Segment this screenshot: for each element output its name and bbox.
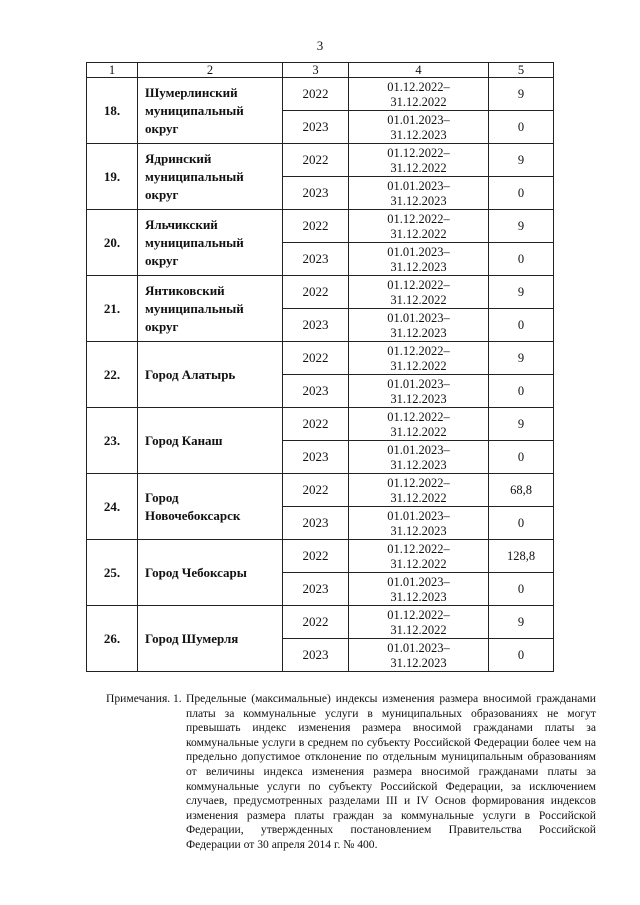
row-number: 18. [87, 78, 138, 144]
period-end: 31.12.2022 [390, 358, 447, 373]
index-value: 9 [489, 78, 554, 111]
period-start: 01.01.2023– [387, 442, 450, 457]
table-row [87, 78, 554, 111]
notes-label: Примечания. [106, 692, 171, 705]
year-cell: 2023 [283, 441, 349, 474]
period-start: 01.12.2022– [387, 475, 450, 490]
municipality-name: Город Чебоксары [138, 540, 283, 606]
period-end: 31.12.2023 [390, 655, 447, 670]
period-cell [349, 210, 489, 243]
index-value: 9 [489, 606, 554, 639]
period-cell [349, 606, 489, 639]
period-start: 01.12.2022– [387, 607, 450, 622]
table-row [87, 540, 554, 573]
row-number: 22. [87, 342, 138, 408]
municipality-name: Город Шумерля [138, 606, 283, 672]
period-end: 31.12.2023 [390, 193, 447, 208]
row-number: 26. [87, 606, 138, 672]
period-end: 31.12.2022 [390, 160, 447, 175]
year-cell: 2022 [283, 210, 349, 243]
row-number: 24. [87, 474, 138, 540]
period-cell [349, 144, 489, 177]
index-value: 0 [489, 441, 554, 474]
period-end: 31.12.2022 [390, 94, 447, 109]
period-start: 01.01.2023– [387, 508, 450, 523]
period-start: 01.01.2023– [387, 112, 450, 127]
period-cell [349, 507, 489, 540]
index-value: 0 [489, 243, 554, 276]
table-row [87, 474, 554, 507]
period-end: 31.12.2022 [390, 292, 447, 307]
index-value: 9 [489, 342, 554, 375]
period-cell [349, 474, 489, 507]
municipality-name: Шумерлинский муниципальный округ [138, 78, 283, 144]
period-end: 31.12.2023 [390, 589, 447, 604]
municipality-name: Город Алатырь [138, 342, 283, 408]
year-cell: 2022 [283, 78, 349, 111]
year-cell: 2022 [283, 474, 349, 507]
period-cell [349, 243, 489, 276]
period-cell [349, 639, 489, 672]
period-end: 31.12.2022 [390, 556, 447, 571]
period-start: 01.01.2023– [387, 574, 450, 589]
year-cell: 2022 [283, 342, 349, 375]
table-row [87, 408, 554, 441]
table-header-row [87, 63, 554, 78]
period-start: 01.12.2022– [387, 145, 450, 160]
header-cell: 1 [87, 63, 138, 78]
period-end: 31.12.2023 [390, 523, 447, 538]
period-start: 01.12.2022– [387, 409, 450, 424]
municipality-name: Ядринский муниципальный округ [138, 144, 283, 210]
indices-table [86, 62, 554, 672]
period-start: 01.01.2023– [387, 244, 450, 259]
table-row [87, 342, 554, 375]
period-start: 01.01.2023– [387, 310, 450, 325]
table-row [87, 276, 554, 309]
period-start: 01.12.2022– [387, 211, 450, 226]
period-cell [349, 177, 489, 210]
index-value: 9 [489, 276, 554, 309]
year-cell: 2023 [283, 243, 349, 276]
municipality-name: Город Новочебоксарск [138, 474, 283, 540]
index-value: 0 [489, 309, 554, 342]
index-value: 9 [489, 144, 554, 177]
note-text: Предельные (максимальные) индексы изменения размера вносимой гражданами платы за коммунальные услуги в муниципальных образованиях не могут превышать индекс изменения размера вносимой гражданами платы за коммунальные услуги в среднем по субъекту Российской Федерации более чем на предельно допустимое отклонение по отдельным муниципальным образованиям от величины индекса изменения размера вносимой гражданами платы за коммунальные услуги по субъекту Российской Федерации, за исключением случаев, предусмотренных разделами III и IV Основ формирования индексов изменения размера платы граждан за коммунальные услуги в Российской Федерации, утвержденных постановлением Правительства Российской Федерации от 30 апреля 2014 г. № 400. [186, 692, 596, 851]
row-number: 21. [87, 276, 138, 342]
year-cell: 2022 [283, 540, 349, 573]
period-cell [349, 309, 489, 342]
year-cell: 2023 [283, 573, 349, 606]
period-cell [349, 441, 489, 474]
period-cell [349, 342, 489, 375]
index-value: 9 [489, 210, 554, 243]
period-end: 31.12.2022 [390, 622, 447, 637]
period-start: 01.12.2022– [387, 343, 450, 358]
header-cell: 4 [349, 63, 489, 78]
period-start: 01.12.2022– [387, 79, 450, 94]
table-row [87, 606, 554, 639]
index-value: 0 [489, 639, 554, 672]
page-number: 3 [316, 38, 324, 53]
period-cell [349, 111, 489, 144]
row-number: 23. [87, 408, 138, 474]
header-cell: 2 [138, 63, 283, 78]
period-cell [349, 573, 489, 606]
period-cell [349, 276, 489, 309]
table-row [87, 144, 554, 177]
note-index: 1. [173, 692, 182, 705]
year-cell: 2023 [283, 507, 349, 540]
index-value: 9 [489, 408, 554, 441]
year-cell: 2022 [283, 606, 349, 639]
year-cell: 2022 [283, 144, 349, 177]
period-end: 31.12.2022 [390, 490, 447, 505]
year-cell: 2023 [283, 177, 349, 210]
period-cell [349, 375, 489, 408]
period-end: 31.12.2022 [390, 424, 447, 439]
municipality-name: Город Канаш [138, 408, 283, 474]
year-cell: 2023 [283, 309, 349, 342]
municipality-name: Янтиковский муниципальный округ [138, 276, 283, 342]
index-value: 0 [489, 507, 554, 540]
period-start: 01.01.2023– [387, 640, 450, 655]
period-end: 31.12.2023 [390, 325, 447, 340]
year-cell: 2023 [283, 111, 349, 144]
period-end: 31.12.2023 [390, 457, 447, 472]
period-start: 01.01.2023– [387, 178, 450, 193]
period-end: 31.12.2023 [390, 127, 447, 142]
period-cell [349, 408, 489, 441]
year-cell: 2023 [283, 639, 349, 672]
period-cell [349, 78, 489, 111]
period-start: 01.01.2023– [387, 376, 450, 391]
period-start: 01.12.2022– [387, 541, 450, 556]
period-end: 31.12.2023 [390, 391, 447, 406]
period-end: 31.12.2022 [390, 226, 447, 241]
index-value: 68,8 [489, 474, 554, 507]
year-cell: 2022 [283, 408, 349, 441]
year-cell: 2023 [283, 375, 349, 408]
table-row [87, 210, 554, 243]
period-start: 01.12.2022– [387, 277, 450, 292]
row-number: 19. [87, 144, 138, 210]
index-value: 128,8 [489, 540, 554, 573]
municipality-name: Яльчикский муниципальный округ [138, 210, 283, 276]
period-cell [349, 540, 489, 573]
row-number: 20. [87, 210, 138, 276]
header-cell: 3 [283, 63, 349, 78]
period-end: 31.12.2023 [390, 259, 447, 274]
header-cell: 5 [489, 63, 554, 78]
year-cell: 2022 [283, 276, 349, 309]
index-value: 0 [489, 111, 554, 144]
row-number: 25. [87, 540, 138, 606]
index-value: 0 [489, 375, 554, 408]
index-value: 0 [489, 573, 554, 606]
index-value: 0 [489, 177, 554, 210]
